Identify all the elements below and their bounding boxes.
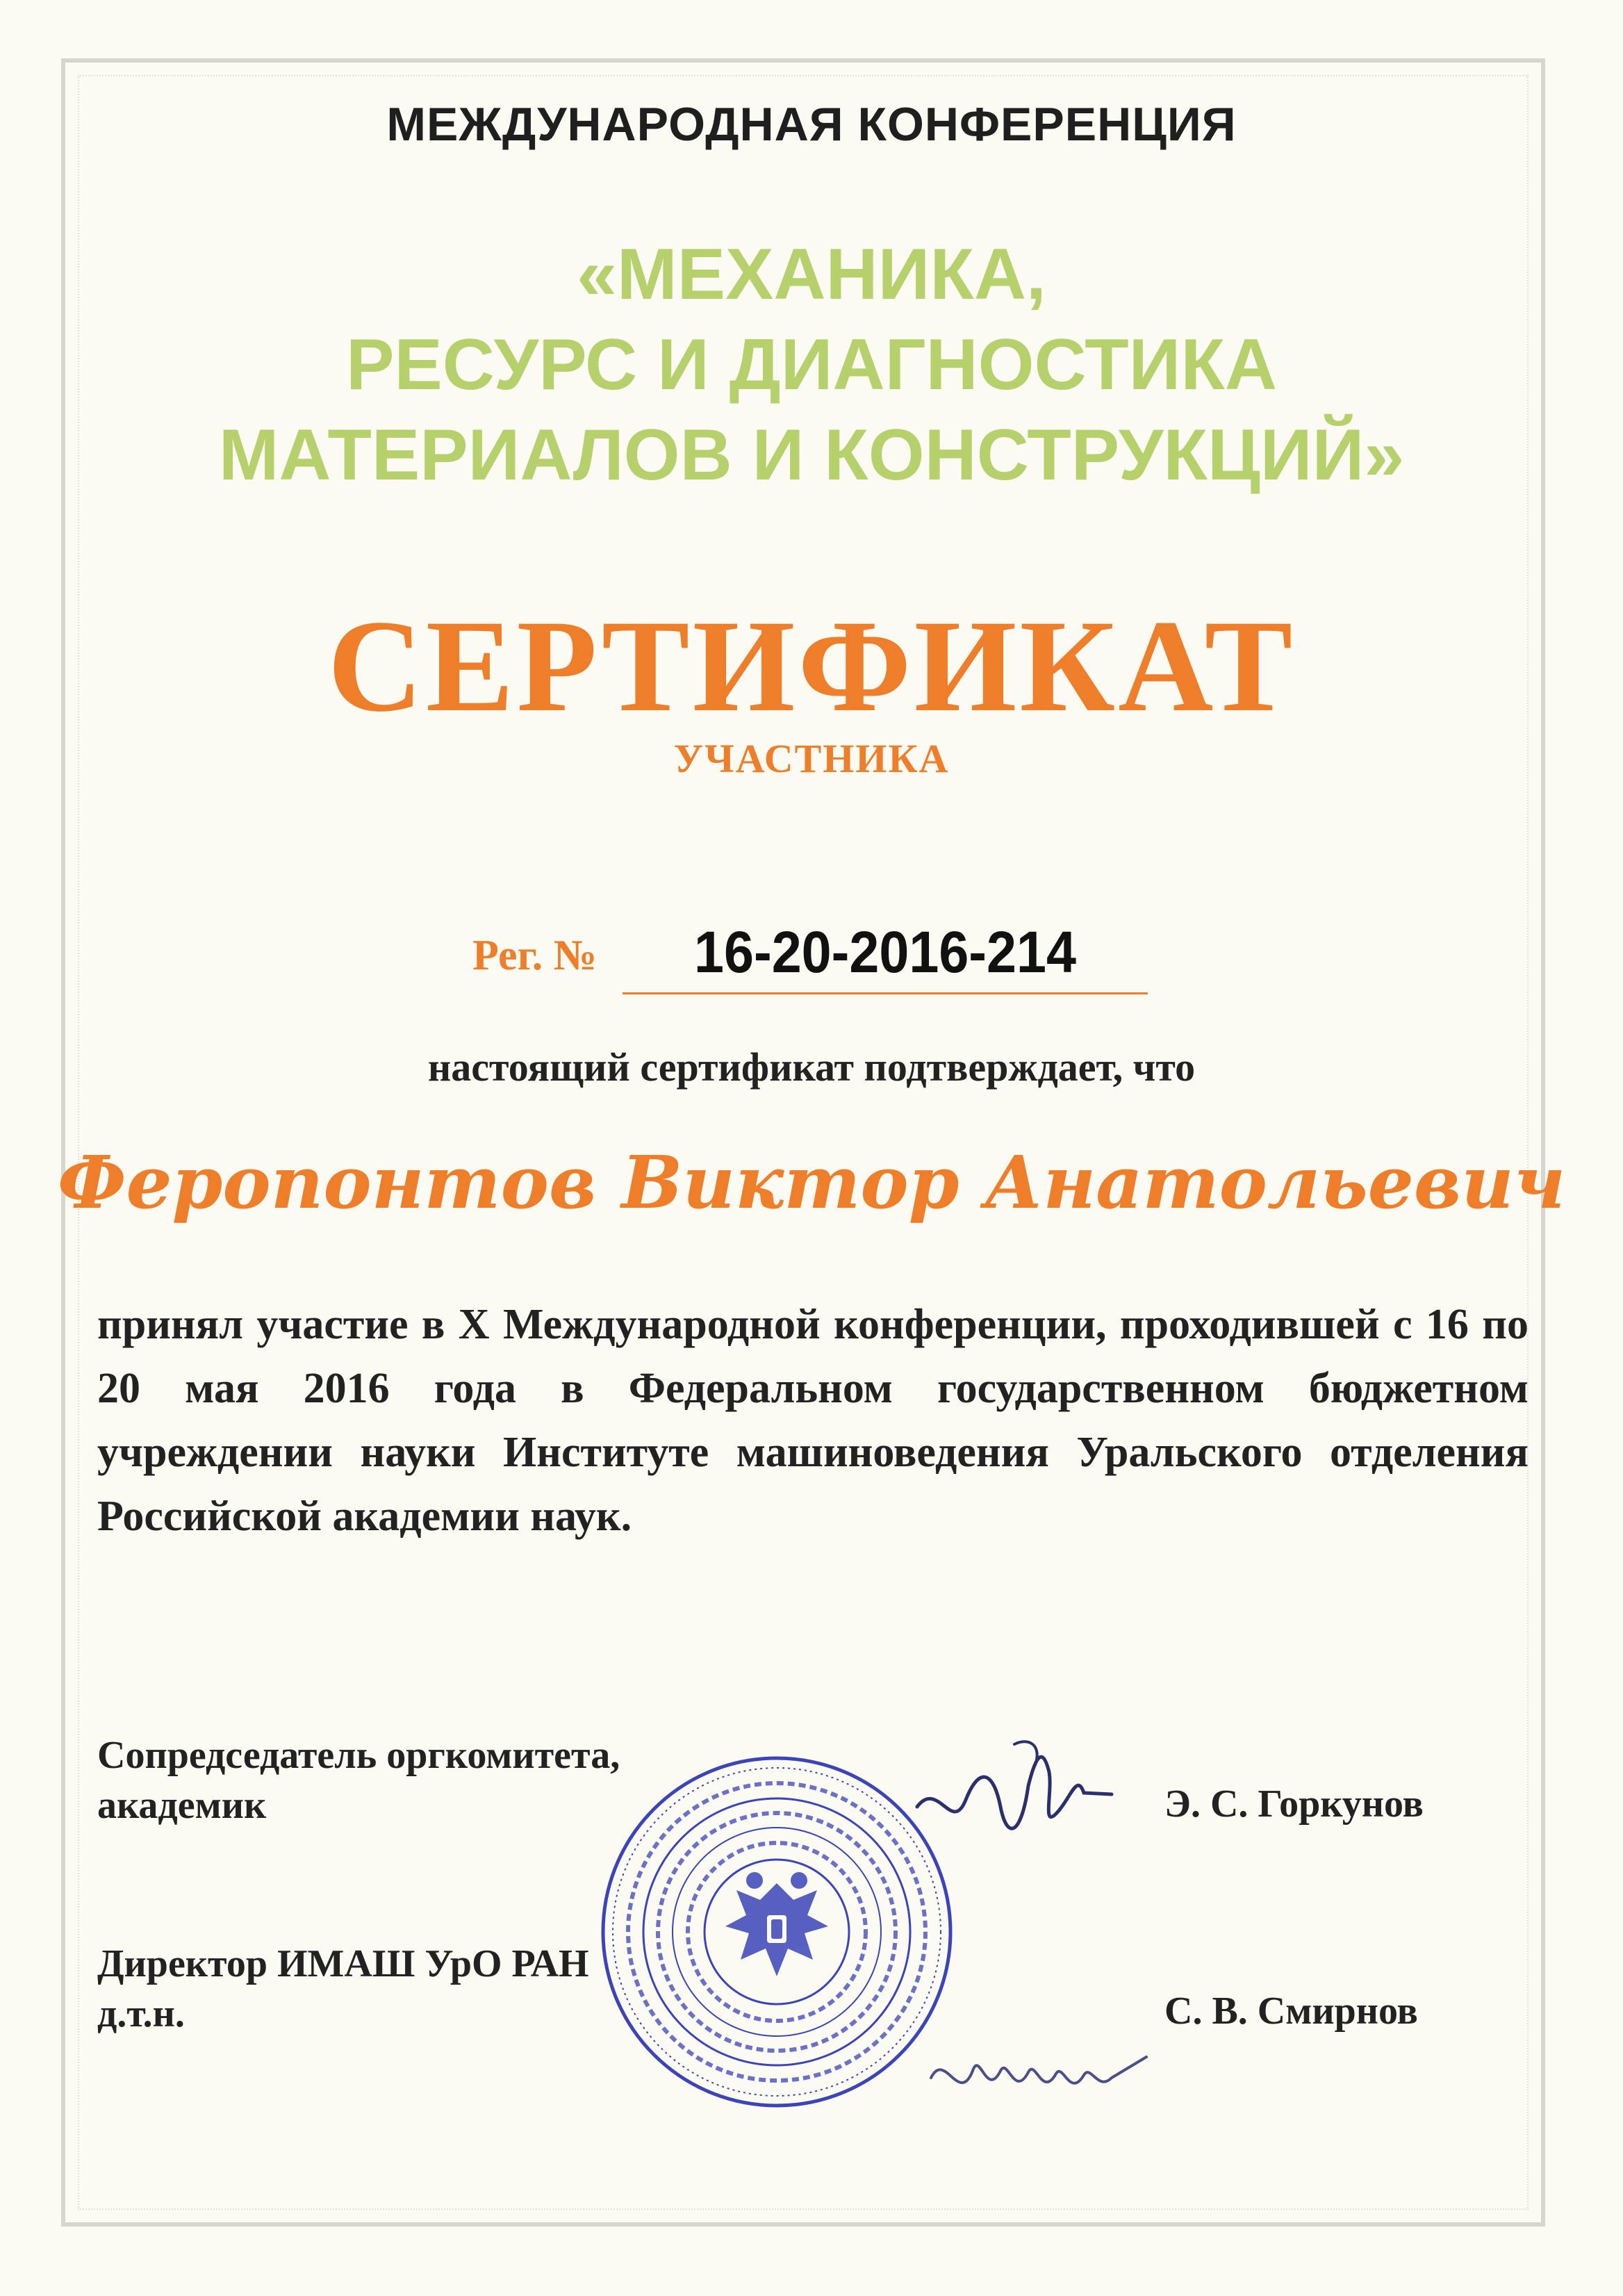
signatory-2-role xyxy=(97,1939,589,2039)
signature-1-handwritten xyxy=(910,1730,1119,1848)
conference-title-line-3: МАТЕРИАЛОВ И КОНСТРУКЦИЙ» xyxy=(218,415,1405,495)
signatory-1-role-line-2: академик xyxy=(97,1784,267,1827)
registration-underline xyxy=(623,992,1148,994)
participation-statement: принял участие в X Международной конференции, проходившей с 16 по 20 мая 2016 года в Федеральном государственном бюджетном учреждении науки Институте машиноведения Уральского отделения Российской академии наук. xyxy=(97,1301,1529,1540)
conference-title-line-2: РЕСУРС И ДИАГНОСТИКА xyxy=(346,325,1277,405)
signatory-1-role-line-1: Сопредседатель оргкомитета, xyxy=(97,1734,620,1777)
conference-label: МЕЖДУНАРОДНАЯ КОНФЕРЕНЦИЯ xyxy=(386,98,1237,151)
participant-name: Феропонтов Виктор Анатольевич xyxy=(57,1140,1566,1225)
official-seal-stamp xyxy=(596,1751,957,2113)
certificate-title: СЕРТИФИКАТ xyxy=(327,593,1296,739)
signatory-2-role-line-1: Директор ИМАШ УрО РАН xyxy=(97,1942,589,1985)
registration-label: Рег. № xyxy=(472,932,598,979)
certificate-subtitle: УЧАСТНИКА xyxy=(673,736,950,781)
conference-title-line-1: «МЕХАНИКА, xyxy=(577,234,1046,315)
confirmation-text: настоящий сертификат подтверждает, что xyxy=(427,1044,1196,1090)
signatory-1-role xyxy=(97,1730,620,1830)
signatory-1-name: Э. С. Горкунов xyxy=(1164,1782,1424,1826)
registration-number: 16-20-2016-214 xyxy=(694,919,1076,985)
signatory-2-name: С. В. Смирнов xyxy=(1164,1990,1418,2033)
conference-title xyxy=(0,229,1623,500)
signatory-2-role-line-2: д.т.н. xyxy=(97,1992,185,2035)
signature-2-handwritten xyxy=(924,2008,1153,2126)
